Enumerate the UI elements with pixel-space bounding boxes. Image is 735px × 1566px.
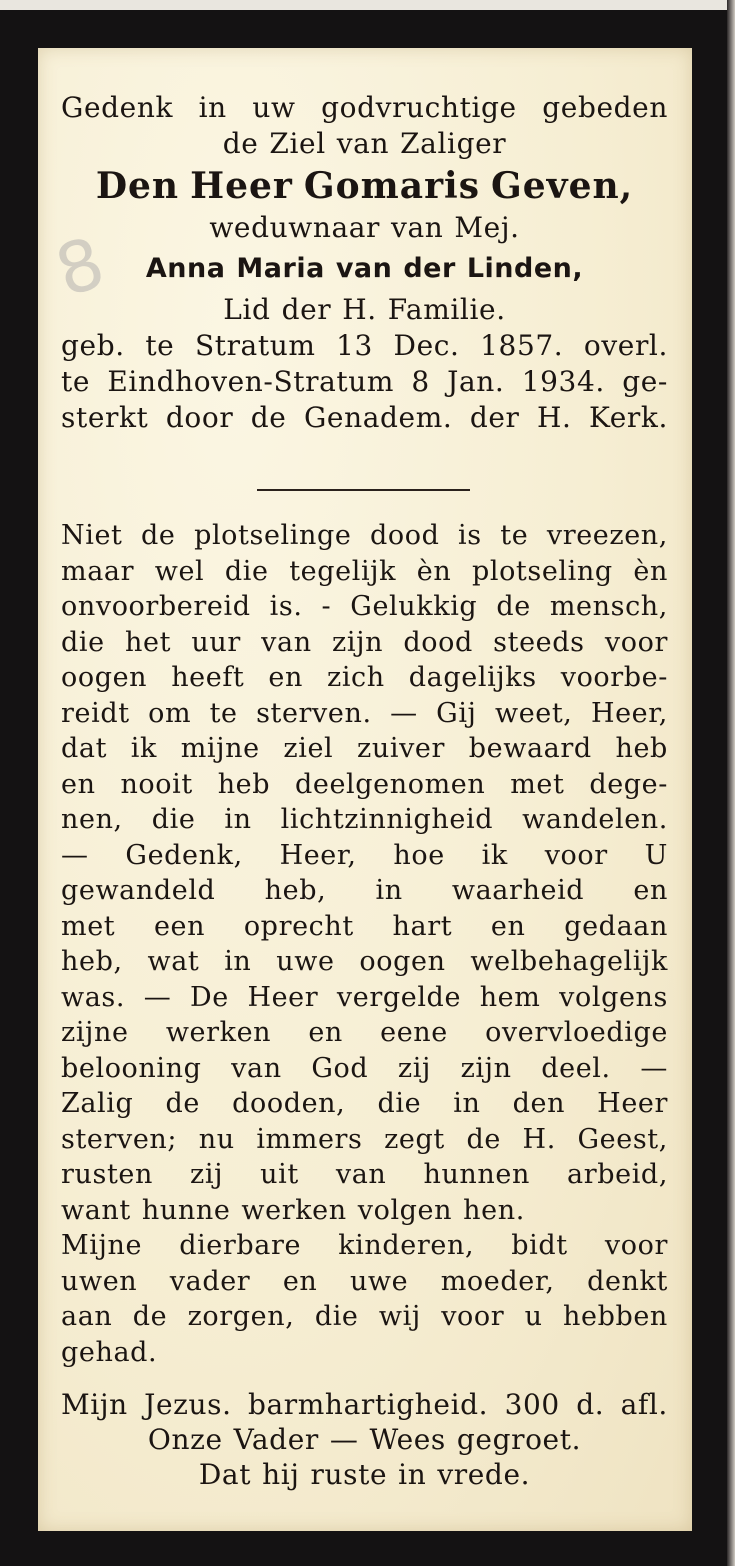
word: was. [61,981,126,1013]
word: zorgen, [187,1301,295,1332]
body-line [61,1015,668,1051]
body-line [61,873,668,909]
word: God [311,1052,369,1084]
word: Heer, [279,839,357,871]
body-line [61,589,668,625]
word: vreezen, [546,520,668,551]
word: Geest, [577,1123,668,1155]
word: de [250,401,287,434]
footer-line [61,1387,668,1422]
word: wandelen. [522,804,668,835]
word: gebeden [542,91,668,124]
word: door [165,401,234,434]
word: die [377,1088,422,1119]
memorial-prayer-text [61,518,668,1370]
word: hen. [463,1194,525,1226]
word: der [403,253,456,284]
word: heeft [171,662,245,693]
word: den [512,1088,566,1119]
word: arbeid, [567,1159,668,1190]
word: zegt [384,1123,445,1155]
word: Dec. [393,329,460,362]
word: nen, [61,804,123,835]
word: Gelukkig [350,591,478,622]
word: kinderen, [338,1230,475,1261]
body-line [61,909,668,945]
word: ge- [622,365,668,398]
word: - [321,591,332,622]
word: van [261,626,312,658]
word: volgen [357,1194,453,1226]
word: met [61,910,116,942]
word: plotseling [471,555,613,587]
word: die [314,1301,359,1332]
word: mijne [180,733,260,764]
word: Jezus. [144,1388,232,1421]
word: het [125,626,172,658]
word: hunne [141,1194,231,1226]
word: van [391,211,444,244]
word: Heer [597,1088,668,1119]
word: dierbare [179,1230,302,1261]
word: met [510,768,565,800]
word: zijn [460,1052,512,1084]
word: de [496,591,531,622]
word: volgens [559,981,668,1013]
word: H. [537,401,572,434]
word: Gedenk [61,91,174,124]
word: voor [604,626,668,658]
word: de [222,127,259,160]
body-line [61,1193,668,1229]
word: ik [481,839,508,871]
word: van [336,127,390,160]
word: — [390,697,418,729]
word: gegroet. [456,1423,582,1456]
word: — [61,839,89,871]
body-line [61,660,668,696]
word: is. [269,591,303,622]
footer-line [61,1422,668,1457]
word: de [141,520,176,551]
word: die [151,804,196,835]
word: deel. [541,1052,611,1084]
word: en [633,875,668,906]
word: zij [190,1159,224,1190]
word: sterven. [256,697,372,729]
word: Dat [198,1458,252,1491]
word: steeds [493,626,585,658]
word: ik [130,733,157,764]
word: Mej. [454,211,520,244]
word: gehad. [61,1336,158,1368]
word: de [466,1123,501,1155]
word: rusten [61,1159,153,1190]
body-line [61,1335,668,1371]
word: dooden, [232,1088,346,1119]
word: uwe [276,946,335,977]
word: H. [522,1123,556,1155]
word: — [640,1052,668,1084]
word: uw [252,91,296,124]
word: heb, [61,946,123,977]
word: plotselinge [194,520,352,551]
word: eene [380,1017,448,1048]
word: Niet [61,520,123,551]
word: in [453,1088,481,1119]
word: Gomaris [303,165,480,207]
body-line [61,731,668,767]
body-line [61,1264,668,1300]
word: hunnen [423,1159,530,1190]
word: — [143,981,172,1013]
word: Wees [369,1423,446,1456]
header-line [61,364,668,400]
word: overvloedige [485,1017,668,1048]
word: oogen [61,662,148,693]
word: weet, [494,697,573,729]
word: 1857. [480,329,564,362]
word: maar [61,555,135,587]
word: hem [479,981,541,1013]
word: oogen [359,946,446,977]
word: 300 [504,1388,560,1421]
word: deelgenomen [295,768,486,800]
word: moeder, [440,1265,555,1297]
header-line [61,400,668,436]
word: heb [615,733,668,764]
word: hebben [563,1301,668,1332]
word: Mijne [61,1230,143,1261]
word: hoe [393,839,445,871]
word: voor [544,839,608,871]
word: Lid [223,293,271,326]
word: dood [403,626,473,658]
word: 8 [411,365,430,398]
header-line [61,292,668,328]
word: Zalig [61,1088,134,1119]
word: De [189,981,229,1013]
word: in [398,1458,427,1491]
word: bewaard [468,733,592,764]
word: oprecht [243,910,354,942]
body-line [61,554,668,590]
word: in [224,804,252,835]
word: Genadem. [303,401,453,434]
word: want [61,1194,131,1226]
word: wij [378,1301,421,1332]
footer-line [61,1457,668,1492]
word: ziel [283,733,334,764]
word: wel [154,555,205,587]
word: Heer [190,165,293,207]
word: en [490,910,526,942]
word: zij [397,1052,431,1084]
header-line [61,328,668,364]
word: ruste [310,1458,388,1491]
word: vrede. [437,1458,531,1491]
word: afl. [620,1388,668,1421]
word: vergelde [336,981,462,1013]
word: 13 [336,329,373,362]
word: dood [370,520,440,551]
word: Den [95,165,180,207]
word: dege- [589,768,668,800]
word: Gedenk, [125,839,243,871]
word: de [132,1301,168,1332]
body-line [61,518,668,554]
word: die [224,555,269,587]
word: hij [262,1458,300,1491]
word: belooning [61,1052,202,1084]
word: reidt [61,697,130,729]
word: aan [61,1301,113,1332]
word: bidt [511,1230,568,1261]
word: hart [392,910,453,942]
word: een [153,910,206,942]
word: Vader [233,1423,319,1456]
word: van [335,1159,387,1190]
word: denkt [587,1265,668,1297]
word: om [148,697,192,729]
word: Eindhoven-Stratum [107,365,395,398]
word: tegelijk [289,555,397,587]
word: U [644,839,668,871]
word: Ziel [269,127,326,160]
header-line [61,246,668,292]
word: uwe [349,1265,409,1297]
word: wat [147,946,200,977]
word: en [282,1265,318,1297]
word: uwen [61,1265,138,1297]
body-line [61,767,668,803]
word: gewandeld [61,875,216,906]
word: en [308,1017,343,1048]
word: de [165,1088,200,1119]
word: — [329,1423,359,1456]
word: Heer [247,981,319,1013]
word: nooit [120,768,193,800]
body-line [61,1299,668,1335]
word: Onze [147,1423,223,1456]
body-line [61,1086,668,1122]
word: èn [416,555,452,587]
word: in [224,946,252,977]
word: waarheid [451,875,585,906]
word: zuiver [357,733,446,764]
body-line [61,838,668,874]
word: en [268,662,303,693]
word: gedaan [564,910,668,942]
pencil-annotation: 8 [46,223,109,313]
word: Maria [236,253,325,284]
word: Zaliger [400,127,507,160]
word: voorbe- [560,662,668,693]
word: Stratum [194,329,316,362]
word: van [335,253,393,284]
body-line [61,802,668,838]
word: godvruchtige [321,91,517,124]
body-line [61,1157,668,1193]
word: te [209,697,238,729]
word: weduwnaar [209,211,381,244]
word: Familie. [387,293,506,326]
word: zijne [61,1017,129,1048]
word: heb [217,768,271,800]
word: overl. [583,329,668,362]
header-line [61,210,668,246]
word: uur [191,626,241,658]
word: heb, [264,875,327,906]
word: sterven; [61,1123,178,1155]
word: zijn [332,626,384,658]
body-line [61,1122,668,1158]
word: Heer, [590,697,668,729]
word: zich [327,662,385,693]
word: immers [256,1123,363,1155]
section-divider [257,489,470,491]
body-line [61,944,668,980]
word: H. [342,293,377,326]
word: werken [165,1017,272,1048]
word: Geven, [491,165,634,207]
word: in [375,875,403,906]
word: is [458,520,482,551]
word: in [198,91,227,124]
body-line [61,696,668,732]
word: d. [576,1388,605,1421]
memorial-footer [61,1387,668,1492]
word: der [469,401,520,434]
word: voor [604,1230,668,1261]
word: Gij [436,697,477,729]
memorial-header [61,90,668,436]
header-line [61,126,668,162]
word: van [231,1052,282,1084]
word: èn [633,555,668,587]
word: vader [169,1265,251,1297]
scan-edge-right [727,0,735,1566]
word: welbehagelijk [470,946,668,977]
word: te [145,329,175,362]
word: onvoorbereid [61,591,251,622]
word: te [500,520,529,551]
word: Anna [145,253,226,284]
word: Linden, [466,253,584,284]
word: mensch, [549,591,668,622]
word: Kerk. [589,401,668,434]
word: Jan. [447,365,505,398]
word: nu [198,1123,235,1155]
word: 1934. [521,365,605,398]
word: der [281,293,332,326]
word: en [61,768,96,800]
header-line [61,162,668,210]
word: dat [61,733,108,764]
word: barmhartigheid. [247,1388,489,1421]
word: dagelijks [408,662,537,693]
body-line [61,1051,668,1087]
body-line [61,980,668,1016]
header-line [61,90,668,126]
word: Mijn [61,1388,128,1421]
body-line [61,1228,668,1264]
word: sterkt [61,401,149,434]
word: te [61,365,91,398]
word: die [61,626,105,658]
word: werken [241,1194,347,1226]
word: uit [260,1159,299,1190]
word: voor [441,1301,505,1332]
scan-edge [0,0,735,10]
word: u [524,1301,543,1332]
word: geb. [61,329,125,362]
word: lichtzinnigheid [280,804,494,835]
body-line [61,625,668,661]
